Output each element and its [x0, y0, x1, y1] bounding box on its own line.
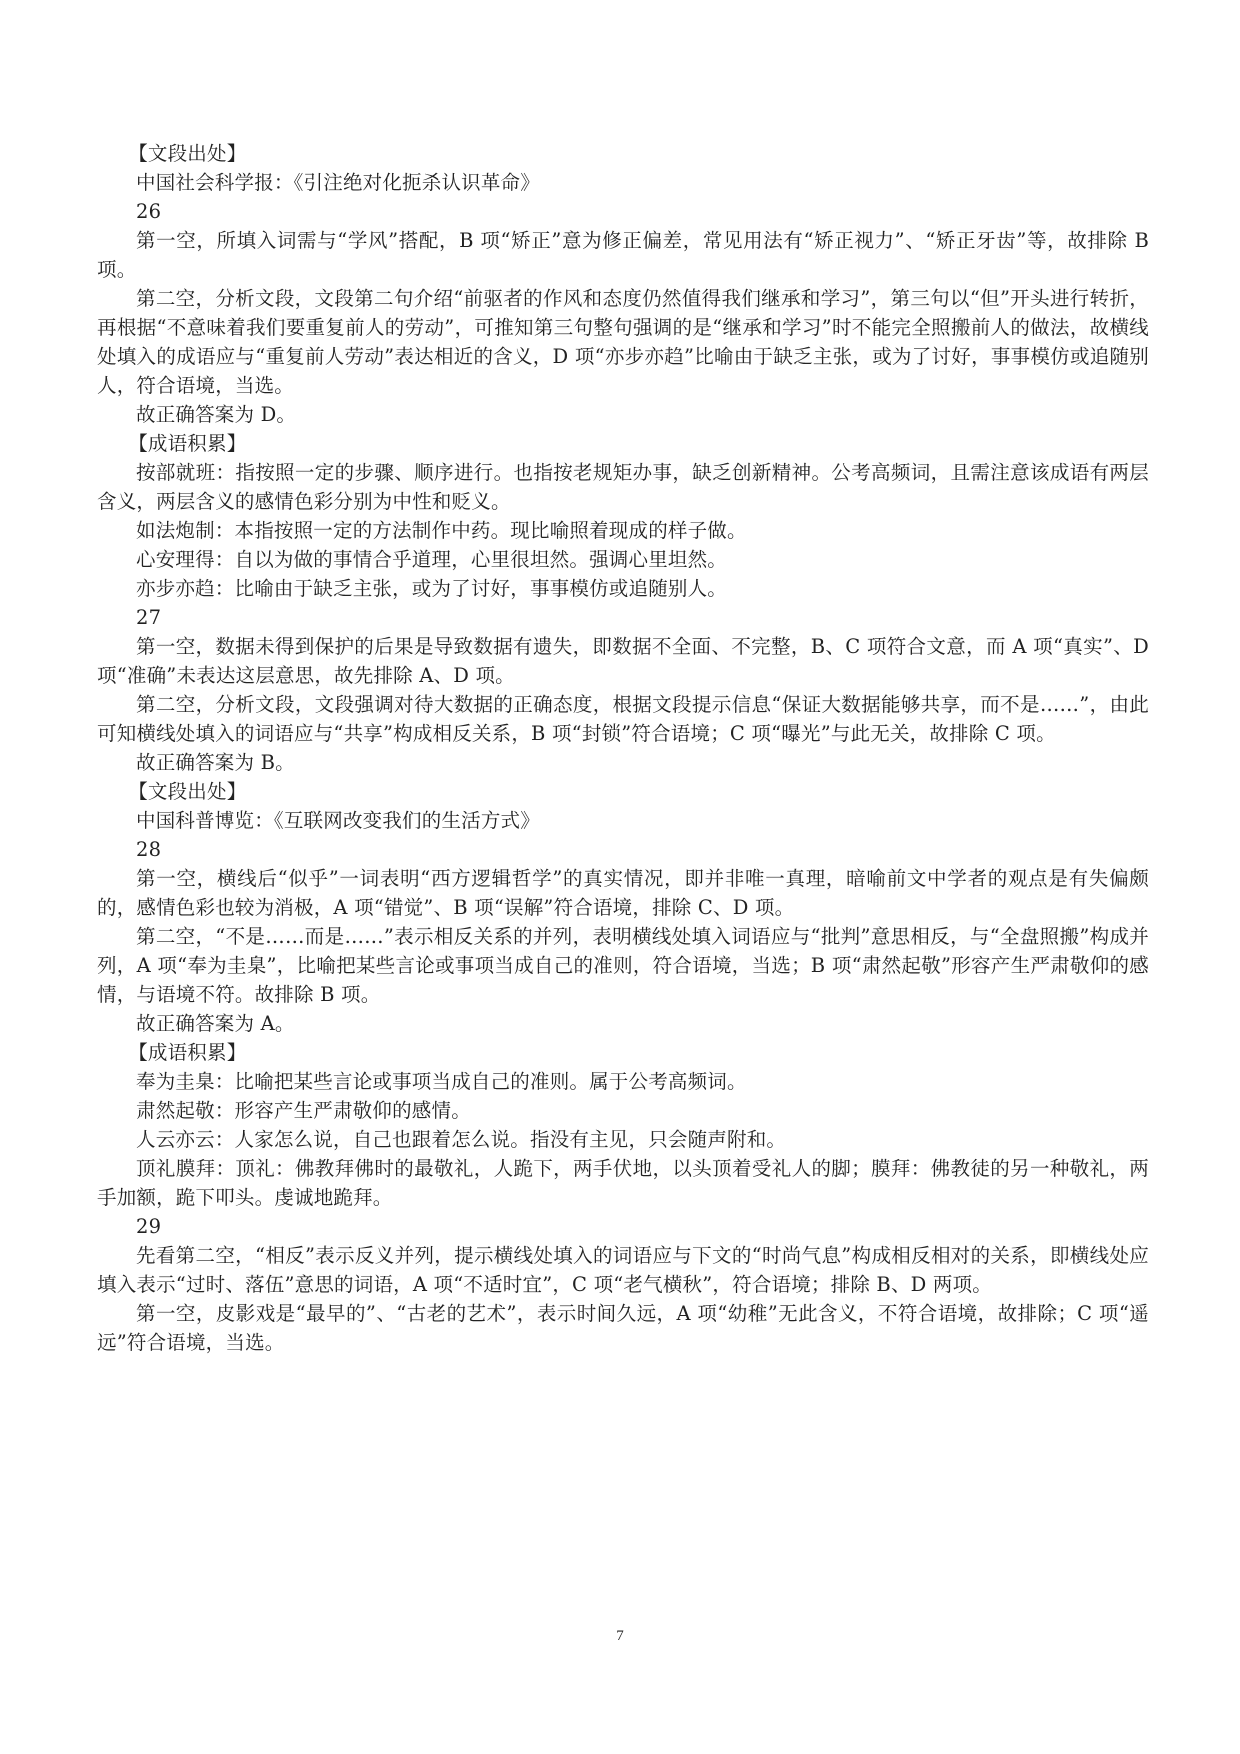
question-number: 28: [136, 838, 162, 861]
section-heading-source: 【文段出处】: [128, 142, 247, 165]
document-body: [97, 139, 1149, 1357]
question-number: 27: [136, 606, 162, 629]
explanation-paragraph: 第一空，所填入词需与“学风”搭配，B 项“矫正”意为修正偏差，常见用法有“矫正视力”、“矫正牙齿”等，故排除 B 项。: [97, 229, 1149, 281]
idiom-entry: 肃然起敬：形容产生严肃敬仰的感情。: [136, 1099, 471, 1122]
explanation-paragraph: 第二空，“不是……而是……”表示相反关系的并列，表明横线处填入词语应与“批判”意思相反，与“全盘照搬”构成并列，A 项“奉为圭臬”，比喻把某些言论或事项当成自己的准则，符合语境，当选；B 项“肃然起敬”形容产生严肃敬仰的感情，与语境不符。故排除 B 项。: [97, 925, 1149, 1006]
answer-statement: 故正确答案为 A。: [136, 1012, 295, 1035]
answer-statement: 故正确答案为 D。: [136, 403, 297, 426]
idiom-entry: 顶礼膜拜：顶礼：佛教拜佛时的最敬礼，人跪下，两手伏地，以头顶着受礼人的脚；膜拜：佛教徒的另一种敬礼，两手加额，跪下叩头。虔诚地跪拜。: [97, 1157, 1149, 1209]
source-citation: 中国科普博览：《互联网改变我们的生活方式》: [136, 809, 540, 832]
explanation-paragraph: 第二空，分析文段，文段强调对待大数据的正确态度，根据文段提示信息“保证大数据能够共享，而不是……”，由此可知横线处填入的词语应与“共享”构成相反关系，B 项“封锁”符合语境；C 项“曝光”与此无关，故排除 C 项。: [97, 693, 1149, 745]
idiom-entry: 人云亦云：人家怎么说，自己也跟着怎么说。指没有主见，只会随声附和。: [136, 1128, 787, 1151]
idiom-entry: 奉为圭臬：比喻把某些言论或事项当成自己的准则。属于公考高频词。: [136, 1070, 747, 1093]
explanation-paragraph: 第一空，数据未得到保护的后果是导致数据有遗失，即数据不全面、不完整，B、C 项符合文意，而 A 项“真实”、D 项“准确”未表达这层意思，故先排除 A、D 项。: [97, 635, 1149, 687]
section-heading-idioms: 【成语积累】: [128, 432, 247, 455]
explanation-paragraph: 第二空，分析文段，文段第二句介绍“前驱者的作风和态度仍然值得我们继承和学习”，第三句以“但”开头进行转折，再根据“不意味着我们要重复前人的劳动”，可推知第三句整句强调的是“继承和学习”时不能完全照搬前人的做法，故横线处填入的成语应与“重复前人劳动”表达相近的含义，D 项“亦步亦趋”比喻由于缺乏主张，或为了讨好，事事模仿或追随别人，符合语境，当选。: [97, 287, 1149, 397]
question-number: 26: [136, 200, 162, 223]
idiom-entry: 如法炮制：本指按照一定的方法制作中药。现比喻照着现成的样子做。: [136, 519, 747, 542]
explanation-paragraph: 第一空，横线后“似乎”一词表明“西方逻辑哲学”的真实情况，即并非唯一真理，暗喻前文中学者的观点是有失偏颇的，感情色彩也较为消极，A 项“错觉”、B 项“误解”符合语境，排除 C、D 项。: [97, 867, 1149, 919]
section-heading-idioms: 【成语积累】: [128, 1041, 247, 1064]
answer-statement: 故正确答案为 B。: [136, 751, 295, 774]
idiom-entry: 亦步亦趋：比喻由于缺乏主张，或为了讨好，事事模仿或追随别人。: [136, 577, 728, 600]
explanation-paragraph: 第一空，皮影戏是“最早的”、“古老的艺术”，表示时间久远，A 项“幼稚”无此含义，不符合语境，故排除；C 项“遥远”符合语境，当选。: [97, 1302, 1149, 1354]
idiom-entry: 按部就班：指按照一定的步骤、顺序进行。也指按老规矩办事，缺乏创新精神。公考高频词，且需注意该成语有两层含义，两层含义的感情色彩分别为中性和贬义。: [97, 461, 1149, 513]
source-citation: 中国社会科学报：《引注绝对化扼杀认识革命》: [136, 171, 540, 194]
section-heading-source: 【文段出处】: [128, 780, 247, 803]
idiom-entry: 心安理得：自以为做的事情合乎道理，心里很坦然。强调心里坦然。: [136, 548, 728, 571]
explanation-paragraph: 先看第二空，“相反”表示反义并列，提示横线处填入的词语应与下文的“时尚气息”构成相反相对的关系，即横线处应填入表示“过时、落伍”意思的词语，A 项“不适时宜”，C 项“老气横秋”，符合语境；排除 B、D 两项。: [97, 1244, 1149, 1296]
page-number: 7: [616, 1628, 624, 1644]
question-number: 29: [136, 1215, 162, 1238]
